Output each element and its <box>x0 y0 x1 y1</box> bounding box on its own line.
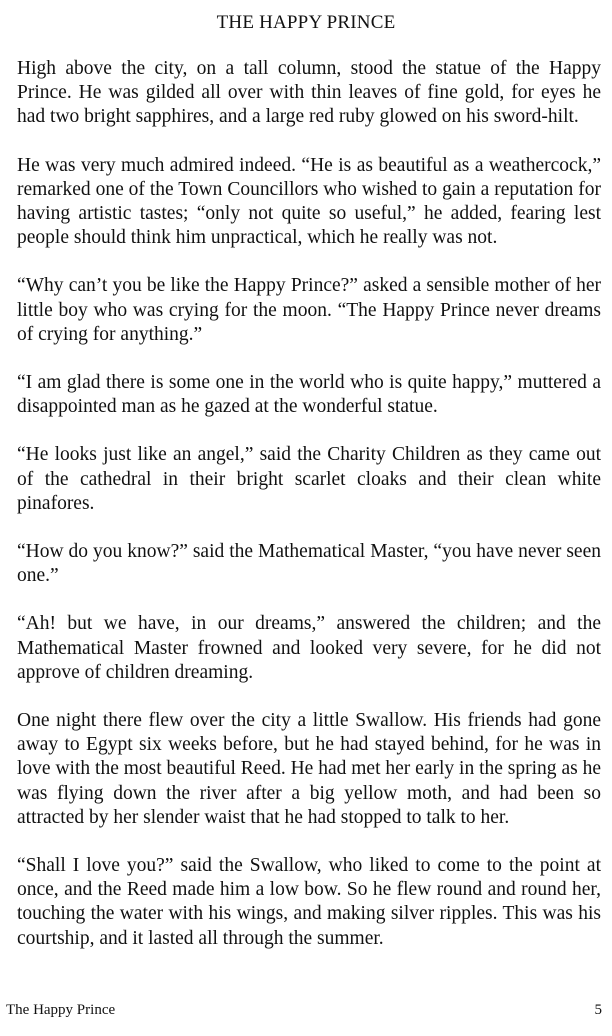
paragraph-8: One night there flew over the city a little Swallow. His friends had gone away to Egypt six weeks before, but he had stayed behind, for he was in love with the most beautiful Reed. He had met her early in the spring as he was flying down the river after a big yellow moth, and had been so attracted by her slender waist that he had stopped to talk to her. <box>17 710 601 828</box>
paragraph-5: “He looks just like an angel,” said the Charity Children as they came out of the cathedral in their bright scarlet cloaks and their clean white pinafores. <box>17 444 601 514</box>
page-footer <box>6 1002 602 1019</box>
footer-book-title: The Happy Prince <box>6 1002 116 1018</box>
paragraph-6: “How do you know?” said the Mathematical Master, “you have never seen one.” <box>17 541 601 587</box>
page-title: THE HAPPY PRINCE <box>216 12 396 33</box>
paragraph-7: “Ah! but we have, in our dreams,” answered the children; and the Mathematical Master frowned and looked very severe, for he did not approve of children dreaming. <box>17 613 601 683</box>
paragraph-9: “Shall I love you?” said the Swallow, who liked to come to the point at once, and the Reed made him a low bow. So he flew round and round her, touching the water with his wings, and making silver ripples. This was his courtship, and it lasted all through the summer. <box>17 855 601 949</box>
paragraph-3: “Why can’t you be like the Happy Prince?” asked a sensible mother of her little boy who was crying for the moon. “The Happy Prince never dreams of crying for anything.” <box>17 275 601 345</box>
paragraph-1: High above the city, on a tall column, stood the statue of the Happy Prince. He was gilded all over with thin leaves of fine gold, for eyes he had two bright sapphires, and a large red ruby glowed on his sword-hilt. <box>17 58 601 128</box>
paragraph-4: “I am glad there is some one in the world who is quite happy,” muttered a disappointed man as he gazed at the wonderful statue. <box>17 372 601 418</box>
paragraph-2: He was very much admired indeed. “He is as beautiful as a weathercock,” remarked one of the Town Councillors who wished to gain a reputation for having artistic tastes; “only not quite so useful,” he added, fearing lest people should think him unpractical, which he really was not. <box>17 154 601 249</box>
body-text <box>17 57 601 975</box>
page-number: 5 <box>594 1002 602 1018</box>
